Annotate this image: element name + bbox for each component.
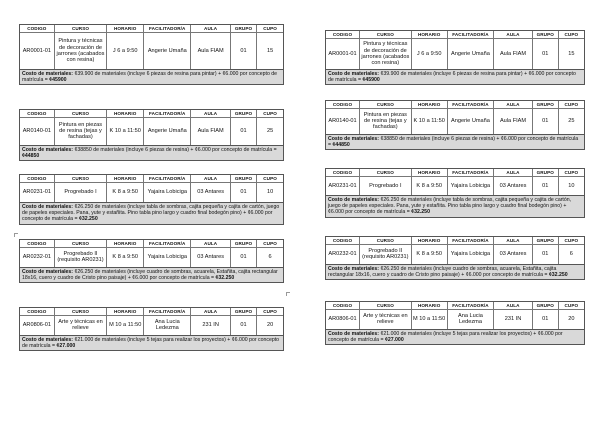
course-room: 231 IN (191, 316, 230, 335)
course-facilitator: Angerie Umaña (447, 39, 493, 69)
cost-text: ¢26.250 de materiales (incluye cuadro de sombras, acuarela, Estañita, cajita rectangular 18x16, cuero y cuadro de Cristo pino paisaje) + ¢6.000 por concepto de matrícula = (22, 268, 278, 281)
cost-text: ¢26.250 de materiales (incluye tabla de sombras, cajita pequeña y cajita de cartón, juego de papeles especiales. Pana, yute y estañita. Pino tabla pino largo y cuadro final bodegón pino) + ¢6.000 por concepto de matrícula = (22, 203, 280, 223)
cost-label: Costo de materiales: (22, 70, 74, 77)
header-grupo: GRUPO (230, 25, 256, 33)
course-capacity: 10 (568, 182, 575, 189)
cost-text: ¢21.000 de materiales (incluye 5 tejas para realizar los proyectos) + ¢6.000 por concepto de matrícula = (328, 330, 563, 343)
header-grupo: GRUPO (532, 302, 558, 310)
header-curso: CURSO (54, 110, 107, 118)
materials-cost (326, 264, 584, 280)
header-codigo: CODIGO (326, 101, 360, 109)
header-aula: AULA (494, 302, 533, 310)
course-name: Progrebado I (360, 177, 412, 195)
cost-label: Costo de materiales: (328, 135, 380, 142)
course-facilitator: Yajaira Lobiciga (447, 177, 493, 195)
header-curso: CURSO (360, 237, 412, 245)
header-aula: AULA (494, 169, 533, 177)
header-codigo: CODIGO (326, 31, 360, 39)
course-schedule: J 6 a 9:50 (411, 39, 447, 69)
header-codigo: CODIGO (20, 175, 54, 183)
course-name: Pintura y técnicas de decoración de jarrones (acabados con resina) (54, 33, 107, 69)
materials-cost (20, 145, 283, 161)
materials-cost (20, 69, 283, 85)
materials-cost (326, 134, 584, 150)
course-group: 01 (230, 118, 256, 145)
course-schedule: J 6 a 9:50 (107, 33, 144, 69)
course-room: Aula FIAM (191, 33, 230, 69)
course-card-right-2 (325, 168, 585, 218)
anchor-marker (14, 233, 18, 237)
header-horario: HORARIO (411, 31, 447, 39)
course-card-right-1 (325, 100, 585, 150)
cost-text: ¢39.900 de materiales (incluye 6 piezas de resina para pintar) + ¢6.000 por concepto de matrícula = (328, 70, 576, 83)
header-horario: HORARIO (107, 25, 144, 33)
course-room: 231 IN (494, 310, 533, 329)
materials-cost (326, 195, 584, 217)
materials-cost (20, 202, 283, 224)
header-facilitador: FACILITADOR/A (447, 302, 493, 310)
course-card-left-3 (19, 239, 284, 283)
course-schedule: K 10 a 11:50 (411, 109, 447, 134)
cost-text: ¢38850 de materiales (incluye 6 piezas de resina) + ¢6.000 por concepto de matrícula = (328, 135, 579, 148)
header-aula: AULA (191, 240, 230, 248)
course-group: 01 (532, 310, 558, 329)
course-code: AR0140-01 (326, 109, 360, 134)
cost-total: ¢45900 (49, 76, 67, 83)
cost-text: ¢39.900 de materiales (incluye 6 piezas de resina para pintar) + ¢6.000 por concepto de matrícula = (22, 70, 278, 83)
header-aula: AULA (494, 31, 533, 39)
cost-label: Costo de materiales: (328, 265, 380, 272)
header-horario: HORARIO (411, 101, 447, 109)
course-capacity: 25 (568, 118, 575, 125)
course-group: 01 (230, 316, 256, 335)
header-horario: HORARIO (107, 175, 144, 183)
header-grupo: GRUPO (230, 240, 256, 248)
course-facilitator: Yajaira Lobiciga (144, 183, 191, 202)
course-card-left-2 (19, 174, 284, 225)
cost-label: Costo de materiales: (22, 336, 74, 343)
course-card-left-4 (19, 307, 284, 351)
cost-label: Costo de materiales: (328, 70, 380, 77)
header-cupo: CUPO (558, 169, 584, 177)
course-capacity: 25 (266, 128, 274, 135)
course-group: 01 (532, 177, 558, 195)
course-code: AR0231-01 (326, 177, 360, 195)
anchor-marker (286, 292, 290, 296)
header-grupo: GRUPO (230, 110, 256, 118)
course-group: 01 (532, 39, 558, 69)
header-facilitador: FACILITADOR/A (144, 25, 191, 33)
course-schedule: M 10 a 11:50 (107, 316, 144, 335)
header-grupo: GRUPO (230, 308, 256, 316)
course-name: Arte y técnicas en relieve (360, 310, 412, 329)
cost-label: Costo de materiales: (328, 330, 380, 337)
header-codigo: CODIGO (20, 308, 54, 316)
cost-total: ¢45900 (362, 76, 380, 83)
header-codigo: CODIGO (326, 302, 360, 310)
header-cupo: CUPO (558, 101, 584, 109)
header-curso: CURSO (54, 308, 107, 316)
header-cupo: CUPO (558, 237, 584, 245)
cost-label: Costo de materiales: (328, 196, 380, 203)
course-capacity: 6 (569, 251, 573, 258)
course-room: 03 Antares (494, 245, 533, 264)
course-name: Arte y técnicas en relieve (54, 316, 107, 335)
course-schedule: K 8 a 9:50 (107, 248, 144, 267)
course-schedule: K 8 a 9:50 (411, 245, 447, 264)
course-code: AR0232-01 (326, 245, 360, 264)
cost-total: ¢32.250 (548, 271, 568, 278)
cost-text: ¢26.250 de materiales (incluye tabla de sombras, cajita pequeña y cajita de cartón, juego de papeles especiales. Pana, yute y estañita. Pino tabla pino largo y cuadro final bodegón pino) + ¢6.000 por concepto de matrícula = (328, 196, 572, 216)
course-group: 01 (230, 183, 256, 202)
course-name: Progrebado II (requisito AR0231) (54, 248, 107, 267)
course-capacity: 15 (266, 47, 274, 54)
course-capacity: 20 (568, 316, 575, 323)
header-facilitador: FACILITADOR/A (144, 308, 191, 316)
course-name: Pintura en piezas de resina (tejas y fachadas) (54, 118, 107, 145)
course-room: 03 Antares (494, 177, 533, 195)
header-grupo: GRUPO (532, 237, 558, 245)
header-cupo: CUPO (257, 240, 283, 248)
header-horario: HORARIO (411, 169, 447, 177)
header-aula: AULA (191, 175, 230, 183)
course-card-right-4 (325, 301, 585, 345)
course-card-left-0 (19, 24, 284, 85)
header-facilitador: FACILITADOR/A (144, 175, 191, 183)
course-code: AR0806-01 (20, 316, 54, 335)
course-group: 01 (230, 33, 256, 69)
course-facilitator: Angerie Umaña (144, 33, 191, 69)
cost-label: Costo de materiales: (22, 146, 74, 153)
course-card-right-3 (325, 236, 585, 280)
header-horario: HORARIO (411, 237, 447, 245)
course-name: Pintura y técnicas de decoración de jarrones (acabados con resina) (360, 39, 412, 69)
header-codigo: CODIGO (20, 110, 54, 118)
header-horario: HORARIO (107, 110, 144, 118)
header-facilitador: FACILITADOR/A (447, 237, 493, 245)
header-curso: CURSO (54, 25, 107, 33)
header-aula: AULA (191, 110, 230, 118)
header-aula: AULA (191, 25, 230, 33)
header-aula: AULA (494, 237, 533, 245)
cost-total: ¢27.000 (384, 336, 404, 343)
materials-cost (20, 335, 283, 351)
course-group: 01 (230, 248, 256, 267)
course-room: Aula FIAM (191, 118, 230, 145)
header-grupo: GRUPO (532, 101, 558, 109)
course-schedule: K 8 a 9:50 (411, 177, 447, 195)
header-grupo: GRUPO (532, 169, 558, 177)
course-code: AR0231-01 (20, 183, 54, 202)
header-curso: CURSO (360, 31, 412, 39)
header-facilitador: FACILITADOR/A (144, 110, 191, 118)
cost-total: ¢44850 (22, 152, 40, 159)
header-horario: HORARIO (107, 308, 144, 316)
cost-total: ¢27.000 (56, 342, 76, 349)
header-curso: CURSO (54, 240, 107, 248)
header-cupo: CUPO (257, 110, 283, 118)
course-schedule: K 10 a 11:50 (107, 118, 144, 145)
course-code: AR0001-01 (326, 39, 360, 69)
header-cupo: CUPO (558, 31, 584, 39)
course-facilitator: Yajaira Lobiciga (447, 245, 493, 264)
course-room: Aula FIAM (494, 39, 533, 69)
header-facilitador: FACILITADOR/A (447, 31, 493, 39)
header-facilitador: FACILITADOR/A (144, 240, 191, 248)
course-code: AR0232-01 (20, 248, 54, 267)
header-cupo: CUPO (257, 25, 283, 33)
header-curso: CURSO (360, 302, 412, 310)
course-capacity: 10 (266, 189, 274, 196)
header-cupo: CUPO (257, 308, 283, 316)
header-facilitador: FACILITADOR/A (447, 169, 493, 177)
course-name: Pintura en piezas de resina (tejas y fachadas) (360, 109, 412, 134)
cost-total: ¢32.250 (411, 209, 430, 216)
materials-cost (20, 267, 283, 283)
header-horario: HORARIO (107, 240, 144, 248)
course-room: 03 Antares (191, 183, 230, 202)
cost-label: Costo de materiales: (22, 203, 74, 210)
cost-label: Costo de materiales: (22, 268, 74, 275)
cost-total: ¢32.250 (215, 274, 235, 281)
course-code: AR0806-01 (326, 310, 360, 329)
course-name: Progrebado I (54, 183, 107, 202)
header-cupo: CUPO (257, 175, 283, 183)
header-codigo: CODIGO (20, 25, 54, 33)
course-name: Progrebado II (requisito AR0231) (360, 245, 412, 264)
course-card-left-1 (19, 109, 284, 161)
header-horario: HORARIO (411, 302, 447, 310)
cost-text: ¢26.250 de materiales (incluye cuadro de sombras, acuarela, Estañita, cajita rectangular 18x16, cuero y cuadro de Cristo pino paisaje) + ¢6.000 por concepto de matrícula = (328, 265, 557, 278)
cost-text: ¢38850 de materiales (incluye 6 piezas de resina) + ¢6.000 por concepto de matrícula = (73, 146, 277, 153)
course-facilitator: Angerie Umaña (144, 118, 191, 145)
course-group: 01 (532, 109, 558, 134)
course-group: 01 (532, 245, 558, 264)
header-codigo: CODIGO (20, 240, 54, 248)
header-cupo: CUPO (558, 302, 584, 310)
materials-cost (326, 69, 584, 85)
course-facilitator: Angerie Umaña (447, 109, 493, 134)
course-facilitator: Ana Lucia Ledezma (447, 310, 493, 329)
header-codigo: CODIGO (326, 169, 360, 177)
cost-total: ¢44850 (332, 141, 350, 148)
header-curso: CURSO (360, 169, 412, 177)
course-code: AR0001-01 (20, 33, 54, 69)
cost-text: ¢21.000 de materiales (incluye 5 tejas para realizar los proyectos) + ¢6.000 por concepto de matrícula = (22, 336, 280, 349)
course-code: AR0140-01 (20, 118, 54, 145)
header-facilitador: FACILITADOR/A (447, 101, 493, 109)
course-card-right-0 (325, 30, 585, 85)
course-room: Aula FIAM (494, 109, 533, 134)
header-curso: CURSO (54, 175, 107, 183)
header-grupo: GRUPO (532, 31, 558, 39)
course-schedule: M 10 a 11:50 (411, 310, 447, 329)
course-capacity: 15 (568, 50, 575, 57)
cost-total: ¢32.250 (78, 216, 98, 223)
header-grupo: GRUPO (230, 175, 256, 183)
course-capacity: 6 (268, 254, 272, 261)
header-aula: AULA (494, 101, 533, 109)
header-curso: CURSO (360, 101, 412, 109)
course-schedule: K 8 a 9:50 (107, 183, 144, 202)
course-capacity: 20 (266, 322, 274, 329)
course-room: 03 Antares (191, 248, 230, 267)
course-facilitator: Ana Lucia Ledezma (144, 316, 191, 335)
header-codigo: CODIGO (326, 237, 360, 245)
materials-cost (326, 329, 584, 345)
header-aula: AULA (191, 308, 230, 316)
course-facilitator: Yajaira Lobiciga (144, 248, 191, 267)
